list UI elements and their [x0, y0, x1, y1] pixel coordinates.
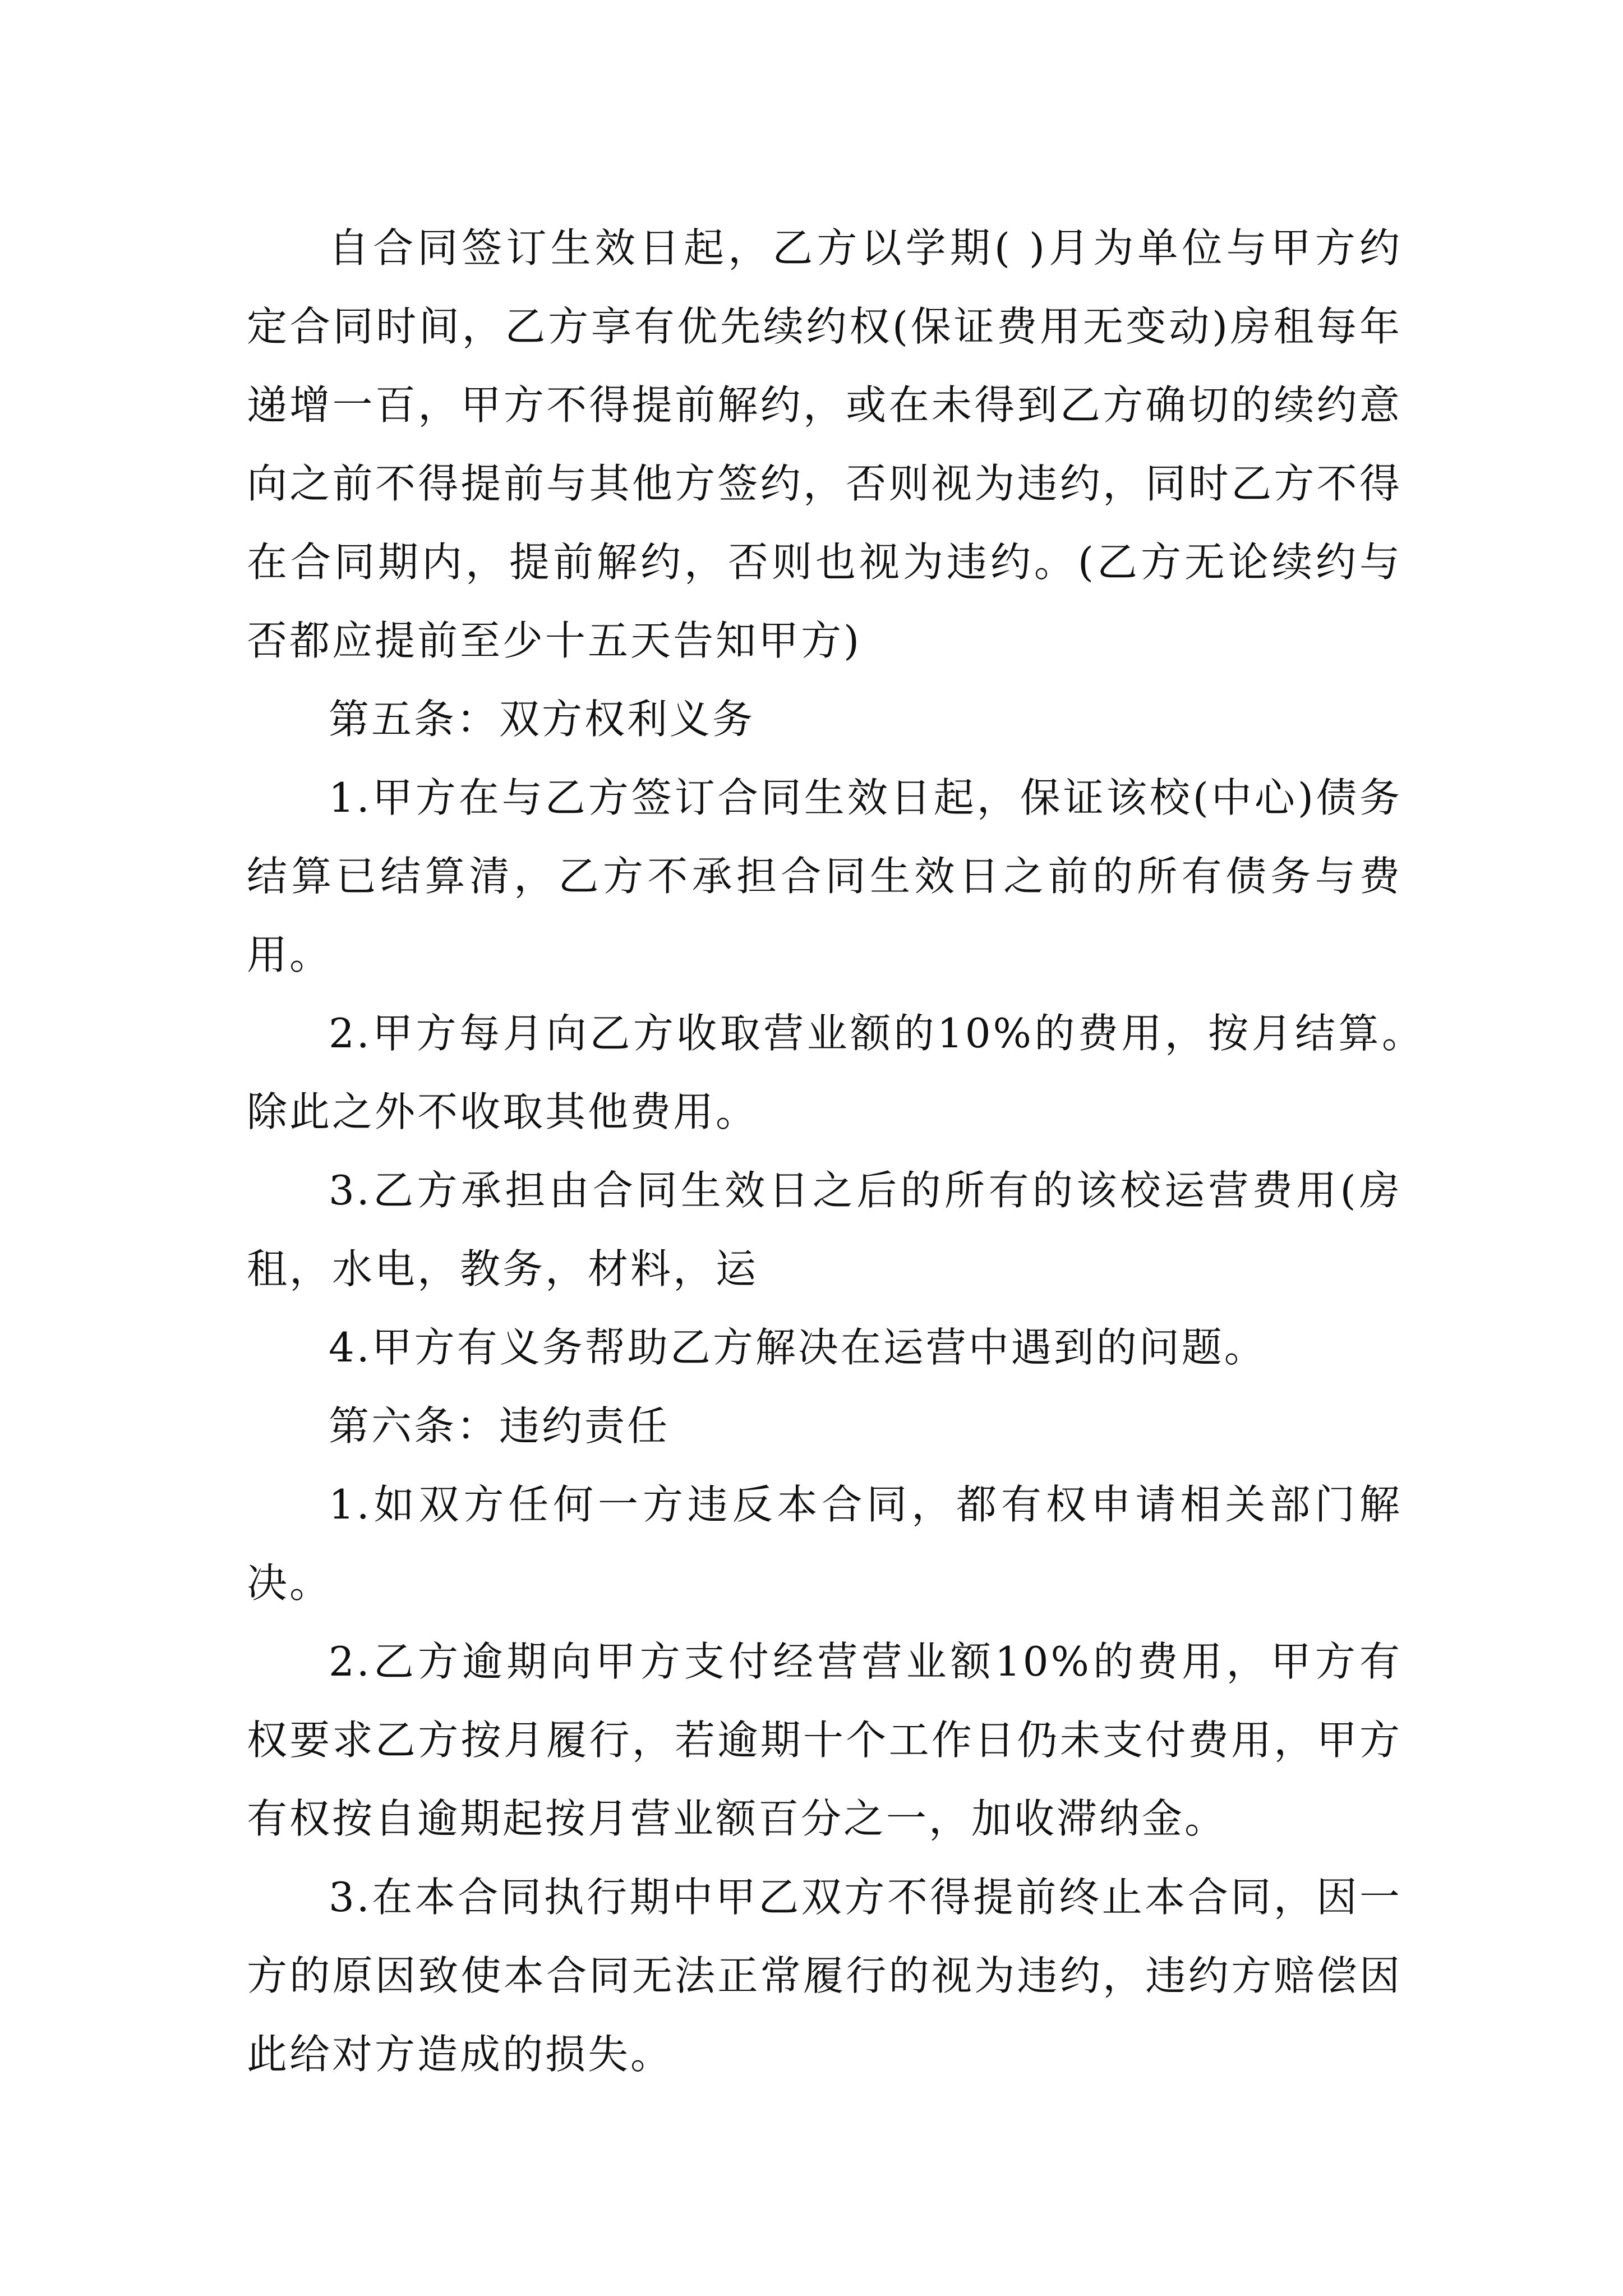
paragraph-term-duration: 自合同签订生效日起，乙方以学期( )月为单位与甲方约定合同时间，乙方享有优先续约权(保证费用无变动)房租每年递增一百，甲方不得提前解约，或在未得到乙方确切的续约意向之前不得提前与其他方签约，否则视为违约，同时乙方不得在合同期内，提前解约，否则也视为违约。(乙方无论续约与否都应提前至少十五天告知甲方): [247, 224, 1402, 664]
heading-article-6: 第六条：违约责任: [329, 1402, 670, 1450]
paragraph-6-2: 2.乙方逾期向甲方支付经营营业额10%的费用，甲方有权要求乙方按月履行，若逾期十个工作日仍未支付费用，甲方有权按自逾期起按月营业额百分之一，加收滞纳金。: [247, 1638, 1402, 1842]
paragraph-5-1: 1.甲方在与乙方签订合同生效日起，保证该校(中心)债务结算已结算清，乙方不承担合同生效日之前的所有债务与费用。: [247, 774, 1402, 978]
paragraph-6-3: 3.在本合同执行期中甲乙双方不得提前终止本合同，因一方的原因致使本合同无法正常履行的视为违约，违约方赔偿因此给对方造成的损失。: [247, 1874, 1402, 2078]
paragraph-6-1: 1.如双方任何一方违反本合同，都有权申请相关部门解决。: [247, 1481, 1402, 1607]
paragraph-5-4: 4.甲方有义务帮助乙方解决在运营中遇到的问题。: [329, 1324, 1267, 1371]
paragraph-5-3: 3.乙方承担由合同生效日之后的所有的该校运营费用(房租，水电，教务，材料，运: [247, 1167, 1402, 1292]
document-body: [247, 209, 1424, 2093]
heading-article-5: 第五条：双方权利义务: [329, 696, 755, 743]
paragraph-5-2: 2.甲方每月向乙方收取营业额的10%的费用，按月结算。除此之外不收取其他费用。: [247, 1010, 1424, 1135]
